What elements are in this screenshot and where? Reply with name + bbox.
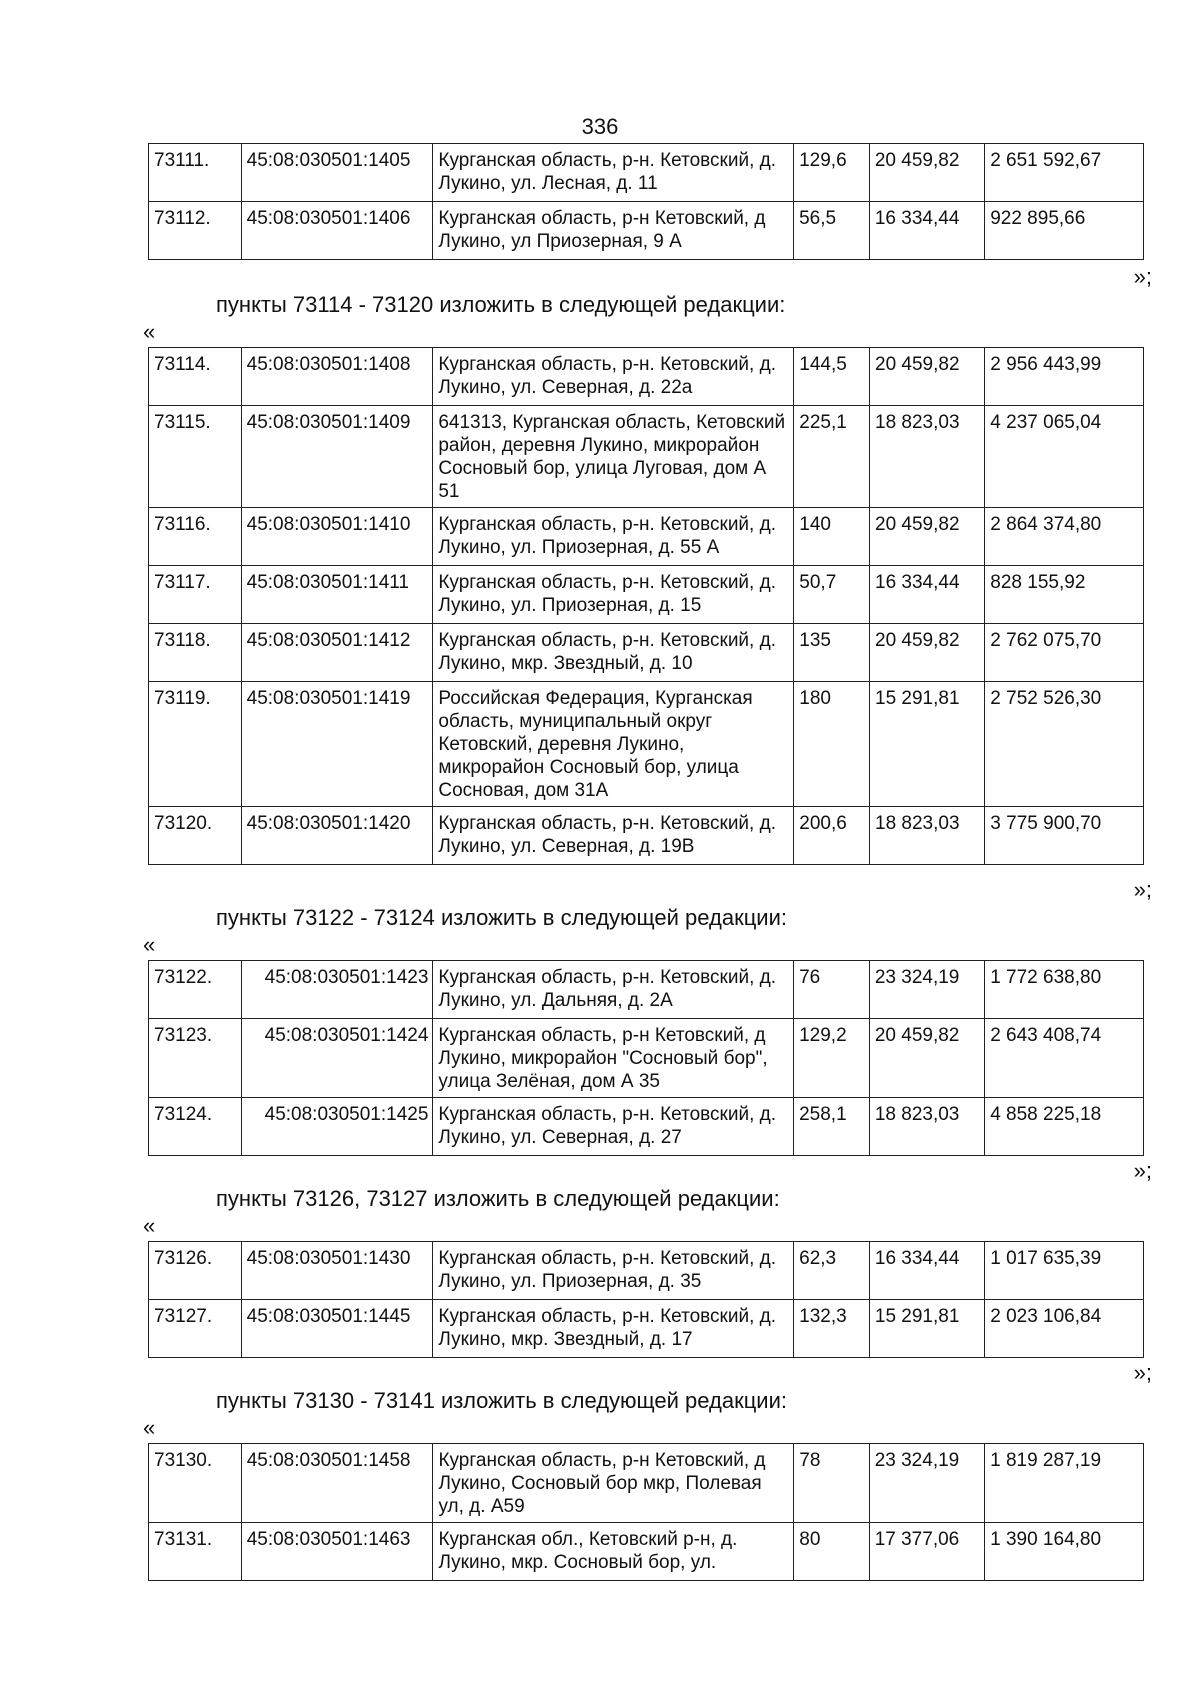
section-intro: пункты 73122 - 73124 изложить в следующей редакции: [216, 905, 788, 930]
table-row [149, 1444, 1144, 1523]
cell-cadastral-value: 2 023 106,84 [985, 1300, 1144, 1358]
opening-quote: « [143, 932, 156, 957]
cell-area: 78 [794, 1444, 869, 1523]
table-body [149, 144, 1144, 260]
cell-unit-value: 17 377,06 [869, 1523, 984, 1581]
table-body [149, 1242, 1144, 1358]
opening-quote: « [143, 1213, 156, 1238]
section-intro: пункты 73126, 73127 изложить в следующей редакции: [216, 1186, 780, 1211]
opening-quote: « [143, 319, 156, 344]
cell-cadastral-number: 45:08:030501:1412 [241, 624, 433, 682]
cell-area: 140 [794, 508, 870, 566]
closing-quote: »; [1133, 1158, 1152, 1183]
cell-address: Российская Федерация, Курганская область, муниципальный округ Кетовский, деревня Лукино, микрорайон Сосновый бор, улица Сосновая, дом 31А [433, 682, 794, 807]
cell-area: 80 [794, 1523, 869, 1581]
cell-cadastral-number: 45:08:030501:1405 [241, 144, 433, 202]
cell-unit-value: 16 334,44 [869, 1242, 984, 1300]
cell-unit-value: 18 823,03 [870, 807, 985, 865]
register-table-1 [148, 143, 1144, 260]
cell-area: 180 [794, 682, 870, 807]
cell-item-number: 73115. [149, 406, 242, 508]
cell-address: Курганская область, р-н. Кетовский, д. Лукино, ул. Дальняя, д. 2А [433, 961, 794, 1019]
cell-area: 135 [794, 624, 870, 682]
cell-area: 258,1 [794, 1098, 870, 1156]
cell-cadastral-value: 2 752 526,30 [985, 682, 1144, 807]
cell-cadastral-value: 2 762 075,70 [985, 624, 1144, 682]
cell-cadastral-number: 45:08:030501:1445 [241, 1300, 433, 1358]
closing-quote: »; [1133, 264, 1152, 289]
cell-cadastral-number: 45:08:030501:1424 [241, 1019, 433, 1098]
table-row [149, 682, 1144, 807]
cell-area: 225,1 [794, 406, 870, 508]
cell-address: Курганская область, р-н. Кетовский, д. Лукино, ул. Лесная, д. 11 [433, 144, 794, 202]
cell-item-number: 73131. [149, 1523, 242, 1581]
cell-item-number: 73117. [149, 566, 242, 624]
cell-cadastral-number: 45:08:030501:1420 [241, 807, 433, 865]
cell-unit-value: 23 324,19 [869, 1444, 984, 1523]
cell-item-number: 73122. [149, 961, 242, 1019]
register-table-2 [148, 347, 1144, 865]
register-table-5 [148, 1443, 1144, 1581]
table-row [149, 1242, 1144, 1300]
cell-unit-value: 20 459,82 [869, 144, 984, 202]
cell-unit-value: 15 291,81 [869, 1300, 984, 1358]
cell-cadastral-number: 45:08:030501:1423 [241, 961, 433, 1019]
cell-address: Курганская область, р-н Кетовский, д Лукино, микрорайон "Сосновый бор", улица Зелёная, дом А 35 [433, 1019, 794, 1098]
cell-item-number: 73118. [149, 624, 242, 682]
cell-item-number: 73119. [149, 682, 242, 807]
cell-unit-value: 18 823,03 [869, 1098, 984, 1156]
section-intro: пункты 73114 - 73120 изложить в следующей редакции: [216, 292, 786, 317]
cell-unit-value: 16 334,44 [869, 202, 984, 260]
cell-area: 200,6 [794, 807, 870, 865]
cell-item-number: 73130. [149, 1444, 242, 1523]
table-row [149, 202, 1144, 260]
cell-area: 144,5 [794, 348, 870, 406]
cell-cadastral-number: 45:08:030501:1408 [241, 348, 433, 406]
cell-address: Курганская область, р-н. Кетовский, д. Лукино, ул. Северная, д. 22а [433, 348, 794, 406]
table-row [149, 1098, 1144, 1156]
cell-area: 132,3 [794, 1300, 870, 1358]
cell-cadastral-number: 45:08:030501:1425 [241, 1098, 433, 1156]
cell-area: 129,6 [794, 144, 870, 202]
cell-item-number: 73126. [149, 1242, 242, 1300]
table-row [149, 961, 1144, 1019]
table-body [149, 1444, 1144, 1581]
register-table-4 [148, 1241, 1144, 1358]
table-body [149, 961, 1144, 1156]
cell-cadastral-value: 922 895,66 [985, 202, 1144, 260]
cell-cadastral-value: 828 155,92 [985, 566, 1144, 624]
cell-item-number: 73111. [149, 144, 242, 202]
cell-cadastral-value: 2 864 374,80 [985, 508, 1144, 566]
cell-cadastral-value: 4 858 225,18 [985, 1098, 1144, 1156]
opening-quote: « [143, 1415, 156, 1440]
cell-address: Курганская область, р-н. Кетовский, д. Лукино, мкр. Звездный, д. 17 [433, 1300, 794, 1358]
cell-cadastral-number: 45:08:030501:1411 [241, 566, 433, 624]
table-row [149, 624, 1144, 682]
cell-cadastral-value: 2 651 592,67 [985, 144, 1144, 202]
table-row [149, 406, 1144, 508]
table-row [149, 508, 1144, 566]
table-row [149, 144, 1144, 202]
cell-cadastral-number: 45:08:030501:1430 [241, 1242, 433, 1300]
closing-quote: »; [1133, 1360, 1152, 1385]
cell-cadastral-value: 1 017 635,39 [985, 1242, 1144, 1300]
cell-item-number: 73123. [149, 1019, 242, 1098]
cell-item-number: 73127. [149, 1300, 242, 1358]
cell-item-number: 73114. [149, 348, 242, 406]
section-intro: пункты 73130 - 73141 изложить в следующей редакции: [216, 1388, 788, 1413]
cell-unit-value: 20 459,82 [870, 508, 985, 566]
cell-cadastral-value: 2 643 408,74 [985, 1019, 1144, 1098]
cell-cadastral-value: 1 772 638,80 [985, 961, 1144, 1019]
register-table-3 [148, 960, 1144, 1156]
cell-item-number: 73124. [149, 1098, 242, 1156]
cell-address: Курганская область, р-н. Кетовский, д. Лукино, ул. Приозерная, д. 15 [433, 566, 794, 624]
cell-unit-value: 15 291,81 [870, 682, 985, 807]
table-row [149, 1300, 1144, 1358]
cell-address: 641313, Курганская область, Кетовский район, деревня Лукино, микрорайон Сосновый бор, улица Луговая, дом А 51 [433, 406, 794, 508]
closing-quote: »; [1133, 877, 1152, 902]
cell-address: Курганская область, р-н. Кетовский, д. Лукино, ул. Северная, д. 19В [433, 807, 794, 865]
cell-unit-value: 23 324,19 [869, 961, 984, 1019]
cell-cadastral-value: 2 956 443,99 [985, 348, 1144, 406]
table-row [149, 807, 1144, 865]
cell-address: Курганская область, р-н. Кетовский, д. Лукино, ул. Северная, д. 27 [433, 1098, 794, 1156]
cell-area: 50,7 [794, 566, 870, 624]
cell-address: Курганская область, р-н. Кетовский, д. Лукино, мкр. Звездный, д. 10 [433, 624, 794, 682]
cell-item-number: 73116. [149, 508, 242, 566]
cell-item-number: 73120. [149, 807, 242, 865]
cell-cadastral-number: 45:08:030501:1458 [241, 1444, 433, 1523]
cell-item-number: 73112. [149, 202, 242, 260]
cell-address: Курганская область, р-н. Кетовский, д. Лукино, ул. Приозерная, д. 55 А [433, 508, 794, 566]
table-row [149, 1019, 1144, 1098]
cell-area: 76 [794, 961, 870, 1019]
cell-address: Курганская область, р-н. Кетовский, д. Лукино, ул. Приозерная, д. 35 [433, 1242, 794, 1300]
cell-unit-value: 18 823,03 [870, 406, 985, 508]
cell-cadastral-number: 45:08:030501:1406 [241, 202, 433, 260]
cell-area: 62,3 [794, 1242, 870, 1300]
cell-cadastral-value: 4 237 065,04 [985, 406, 1144, 508]
cell-cadastral-number: 45:08:030501:1419 [241, 682, 433, 807]
table-row [149, 348, 1144, 406]
cell-unit-value: 16 334,44 [870, 566, 985, 624]
cell-address: Курганская область, р-н Кетовский, д Лукино, Сосновый бор мкр, Полевая ул, д. А59 [433, 1444, 794, 1523]
cell-area: 56,5 [794, 202, 870, 260]
cell-cadastral-value: 1 819 287,19 [985, 1444, 1144, 1523]
cell-address: Курганская область, р-н Кетовский, д Лукино, ул Приозерная, 9 А [433, 202, 794, 260]
cell-area: 129,2 [794, 1019, 870, 1098]
cell-unit-value: 20 459,82 [870, 348, 985, 406]
table-row [149, 566, 1144, 624]
cell-cadastral-number: 45:08:030501:1463 [241, 1523, 433, 1581]
cell-address: Курганская обл., Кетовский р-н, д. Лукино, мкр. Сосновый бор, ул. [433, 1523, 794, 1581]
cell-cadastral-value: 1 390 164,80 [985, 1523, 1144, 1581]
cell-unit-value: 20 459,82 [870, 624, 985, 682]
page-number: 336 [581, 114, 619, 139]
cell-unit-value: 20 459,82 [869, 1019, 984, 1098]
cell-cadastral-number: 45:08:030501:1410 [241, 508, 433, 566]
cell-cadastral-number: 45:08:030501:1409 [241, 406, 433, 508]
table-body [149, 348, 1144, 865]
cell-cadastral-value: 3 775 900,70 [985, 807, 1144, 865]
table-row [149, 1523, 1144, 1581]
